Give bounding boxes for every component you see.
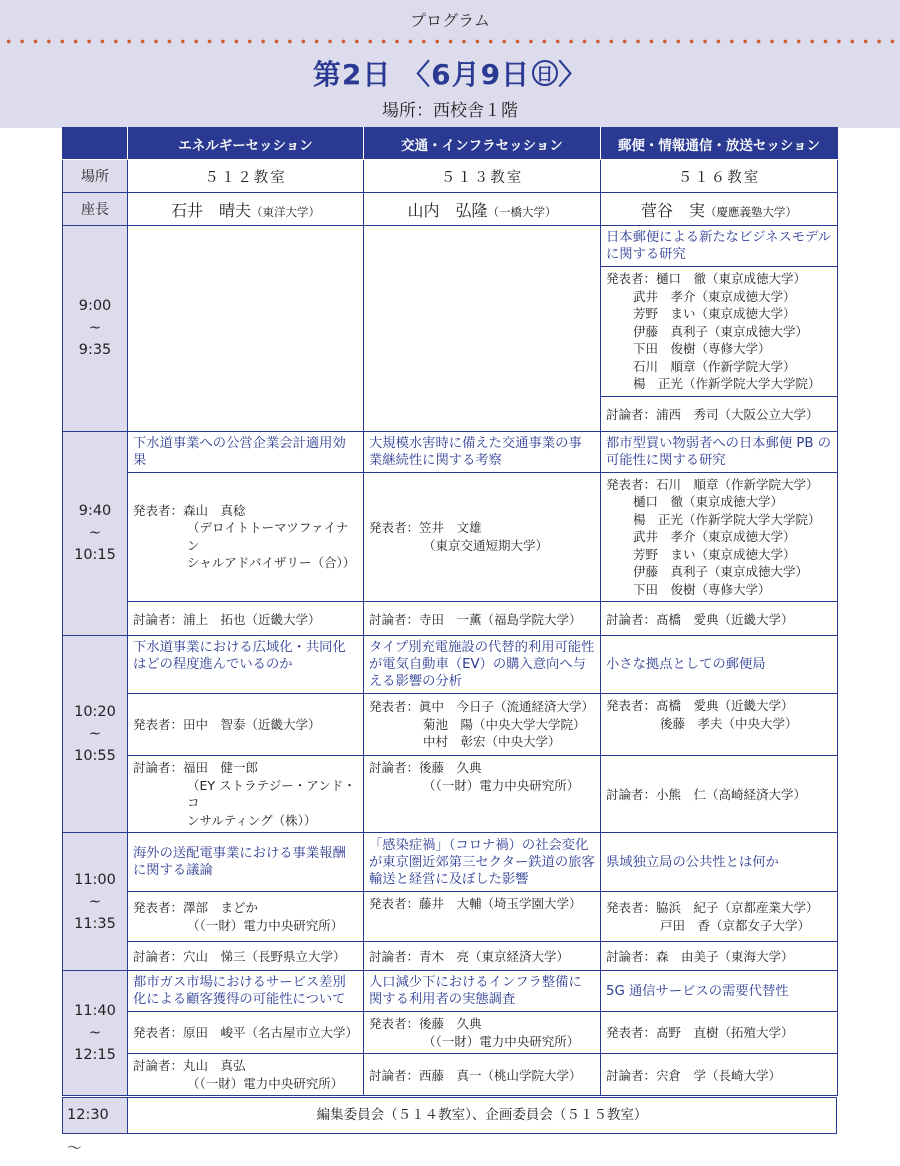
time-cell xyxy=(63,971,128,1096)
presenter: 楊 正光（作新学院大学大学院） xyxy=(633,376,821,391)
schedule-table xyxy=(62,127,838,1096)
time-start: 11:40 xyxy=(74,1003,116,1019)
paper-title: 人口減少下におけるインフラ整備に関する利用者の実態調査 xyxy=(364,971,601,1012)
presenters-cell: 発表者：原田 峻平（名古屋市立大学） xyxy=(128,1012,364,1054)
presenter-affiliation: （東京交通短期大学） xyxy=(423,537,549,553)
sunday-mark: 日 xyxy=(532,60,558,86)
room-row xyxy=(63,160,838,193)
paper-title: 都市ガス市場におけるサービス差別化による顧客獲得の可能性について xyxy=(128,971,364,1012)
slot-row xyxy=(63,942,838,971)
day-title-text: 第2日 〈6月9日 xyxy=(312,58,531,91)
presenter: 伊藤 真利子（東京成徳大学） xyxy=(633,323,809,339)
paper-title: 下水道事業における広域化・共同化はどの程度進んでいるのか xyxy=(128,636,364,694)
chair-name: 菅谷 実 xyxy=(640,200,705,220)
discussant-cell: 討論者：宍倉 学（長崎大学） xyxy=(601,1054,838,1096)
presenters-cell xyxy=(601,472,838,602)
slot-row xyxy=(63,636,838,694)
presenter: 伊藤 真利子（東京成徳大学） xyxy=(633,564,809,579)
presenter: 発表者：澤部 まどか xyxy=(133,900,259,915)
presenter: 武井 孝介（東京成徳大学） xyxy=(633,529,796,544)
slot-row xyxy=(63,602,838,636)
presenter-affiliation: （（一財）電力中央研究所） xyxy=(423,1033,580,1049)
discussant-cell: 討論者：穴山 悌三（長野県立大学） xyxy=(128,942,364,971)
paper-title: 5G 通信サービスの需要代替性 xyxy=(601,971,838,1012)
presenter: 菊池 陽（中央大学大学院） xyxy=(423,716,586,732)
discussant-cell: 討論者：西藤 真一（桃山学院大学） xyxy=(364,1054,601,1096)
paper-title: 下水道事業への公営企業会計適用効果 xyxy=(128,431,364,472)
venue-place: 場所：西校舎１階 xyxy=(382,101,518,121)
chair-cell xyxy=(601,193,838,226)
day-title xyxy=(0,53,900,93)
discussant-cell xyxy=(364,756,601,833)
presenter: 発表者：脇浜 紀子（京都産業大学） xyxy=(606,900,819,915)
presenter-affiliation: （（一財）電力中央研究所） xyxy=(187,917,344,933)
presenter: 芳野 まい（東京成徳大学） xyxy=(633,306,796,321)
paper-title: 小さな拠点としての郵便局 xyxy=(601,636,838,694)
presenter: 発表者：笠井 文雄 xyxy=(369,520,482,536)
presenter: 発表者：森山 真稔 xyxy=(133,502,246,518)
presenter: 樋口 徹（東京成徳大学） xyxy=(633,494,784,509)
presenters-cell xyxy=(364,472,601,602)
chair-affiliation: （慶應義塾大学） xyxy=(705,204,797,219)
slot-row xyxy=(63,472,838,602)
discussant-affiliation: （（一財）電力中央研究所） xyxy=(187,1075,344,1091)
presenter: 後藤 孝夫（中央大学） xyxy=(660,715,798,731)
presenter: 発表者：石川 順章（作新学院大学） xyxy=(606,476,819,492)
discussant-cell xyxy=(128,1054,364,1096)
paper-title: 海外の送配電事業における事業報酬に関する議論 xyxy=(128,833,364,892)
presenter: 楊 正光（作新学院大学大学院） xyxy=(633,511,821,527)
chair-name: 石井 晴夫 xyxy=(170,200,251,220)
slot-row xyxy=(63,226,838,267)
room-label: 場所 xyxy=(63,160,128,193)
discussant-cell: 討論者：小熊 仁（高崎経済大学） xyxy=(601,756,838,833)
room-cell: ５１６教室 xyxy=(601,160,838,193)
time-end: 10:55 xyxy=(74,748,116,764)
time-end: 9:35 xyxy=(78,342,112,359)
empty-cell xyxy=(128,226,364,432)
presenter: 武井 孝介（東京成徳大学） xyxy=(633,288,796,304)
paper-title: 「感染症禍」（コロナ禍）の社会変化が東京圏近郊第三セクター鉄道の旅客輸送と経営に及ぼした影響 xyxy=(364,833,601,892)
time-end: 12:15 xyxy=(74,1047,116,1063)
slot-row xyxy=(63,833,838,892)
discussant-cell: 討論者：髙橋 愛典（近畿大学） xyxy=(601,602,838,636)
time-start: 11:00 xyxy=(74,871,116,888)
presenters-cell xyxy=(364,1012,601,1054)
presenter: 発表者：後藤 久典 xyxy=(369,1016,482,1031)
time-sep: ~ xyxy=(88,1025,102,1041)
section-label: プログラム xyxy=(410,11,490,30)
presenter: 発表者：樋口 徹（東京成徳大学） xyxy=(606,271,807,286)
time-start: 10:20 xyxy=(74,704,116,720)
chair-cell xyxy=(128,193,364,226)
discussant-cell: 討論者：青木 亮（東京経済大学） xyxy=(364,942,601,971)
presenter: 発表者：眞中 今日子（流通経済大学） xyxy=(369,699,595,715)
room-cell: ５１２教室 xyxy=(128,160,364,193)
presenters-cell xyxy=(128,472,364,602)
slot-row xyxy=(63,1054,838,1096)
presenter: 発表者：髙橋 愛典（近畿大学） xyxy=(606,698,794,713)
presenters-cell xyxy=(364,694,601,756)
paper-title: 大規模水害時に備えた交通事業の事業継続性に関する考察 xyxy=(364,431,601,472)
discussant-cell: 討論者：寺田 一薫（福島学院大学） xyxy=(364,602,601,636)
time-cell xyxy=(63,636,128,833)
chair-cell xyxy=(364,193,601,226)
empty-cell xyxy=(364,226,601,432)
session-postal-header: 郵便・情報通信・放送セッション xyxy=(601,128,838,160)
session-transport-header: 交通・インフラセッション xyxy=(364,128,601,160)
committee-meeting-row xyxy=(62,1097,837,1157)
session-header-row xyxy=(63,128,838,160)
presenters-cell: 発表者：藤井 大輔（埼玉学園大学） xyxy=(364,892,601,942)
session-energy-header: エネルギーセッション xyxy=(128,128,364,160)
discussant-affiliation: （EY ストラテジー・アンド・コ xyxy=(187,777,356,810)
day-title-bracket: 〉 xyxy=(558,58,588,91)
presenter-affiliation: シャルアドバイザリー（合）） xyxy=(187,555,356,571)
room-cell: ５１３教室 xyxy=(364,160,601,193)
slot-row xyxy=(63,694,838,756)
discussant: 討論者：後藤 久典 xyxy=(369,760,482,775)
time-sep: ~ xyxy=(88,525,102,542)
slot-row xyxy=(63,756,838,833)
time-start: 9:00 xyxy=(78,298,112,315)
presenters-cell: 発表者：田中 智泰（近畿大学） xyxy=(128,694,364,756)
time-end: 11:35 xyxy=(74,915,116,932)
chair-affiliation: （一橋大学） xyxy=(487,204,557,219)
chair-row xyxy=(63,193,838,226)
time-end: 10:15 xyxy=(74,547,116,564)
chair-label: 座長 xyxy=(63,193,128,226)
presenter: 下田 俊樹（専修大学） xyxy=(633,581,771,597)
meeting-time: 12:30 ～ xyxy=(63,1098,128,1133)
presenter: 石川 順章（作新学院大学） xyxy=(633,358,796,374)
slot-row xyxy=(63,431,838,472)
dotted-divider xyxy=(2,39,898,44)
presenter: 戸田 香（京都女子大学） xyxy=(660,917,811,933)
discussant: 討論者：福田 健一郎 xyxy=(133,760,259,775)
time-sep: ~ xyxy=(88,893,102,910)
presenter: 芳野 まい（東京成徳大学） xyxy=(633,546,796,562)
chair-name: 山内 弘隆 xyxy=(407,200,488,220)
program-header xyxy=(0,0,900,128)
paper-title: タイプ別充電施設の代替的利用可能性が電気自動車（EV）の購入意向へ与える影響の分析 xyxy=(364,636,601,694)
slot-row xyxy=(63,1012,838,1054)
discussant-cell: 討論者：森 由美子（東海大学） xyxy=(601,942,838,971)
chair-affiliation: （東洋大学） xyxy=(251,204,320,219)
presenters-cell: 発表者：髙野 直樹（拓殖大学） xyxy=(601,1012,838,1054)
slot-row xyxy=(63,971,838,1012)
presenter: 下田 俊樹（専修大学） xyxy=(633,341,771,356)
presenters-cell xyxy=(128,892,364,942)
paper-title: 日本郵便による新たなビジネスモデルに関する研究 xyxy=(601,226,838,267)
meeting-description: 編集委員会（５１４教室）、企画委員会（５１５教室） xyxy=(316,1107,648,1123)
slot-row xyxy=(63,892,838,942)
time-sep: ~ xyxy=(88,320,102,337)
time-start: 9:40 xyxy=(78,503,112,520)
presenter-affiliation: （デロイトトーマツファイナン xyxy=(187,520,349,553)
time-cell xyxy=(63,431,128,636)
paper-title: 都市型買い物弱者への日本郵便 PB の可能性に関する研究 xyxy=(601,431,838,472)
discussant-cell xyxy=(128,756,364,833)
discussant-affiliation: ンサルティング（株）） xyxy=(187,812,317,828)
presenters-cell xyxy=(601,694,838,756)
time-sep: ~ xyxy=(88,726,102,742)
discussant: 討論者：丸山 真弘 xyxy=(133,1058,246,1073)
presenter: 中村 彰宏（中央大学） xyxy=(423,734,561,750)
discussant-affiliation: （（一財）電力中央研究所） xyxy=(423,777,580,793)
time-cell xyxy=(63,833,128,971)
time-cell xyxy=(63,226,128,432)
presenters-cell xyxy=(601,267,838,397)
discussant-cell: 討論者：浦西 秀司（大阪公立大学） xyxy=(601,396,838,431)
discussant-cell: 討論者：浦上 拓也（近畿大学） xyxy=(128,602,364,636)
paper-title: 県域独立局の公共性とは何か xyxy=(601,833,838,892)
presenters-cell xyxy=(601,892,838,942)
corner-cell xyxy=(63,128,128,160)
